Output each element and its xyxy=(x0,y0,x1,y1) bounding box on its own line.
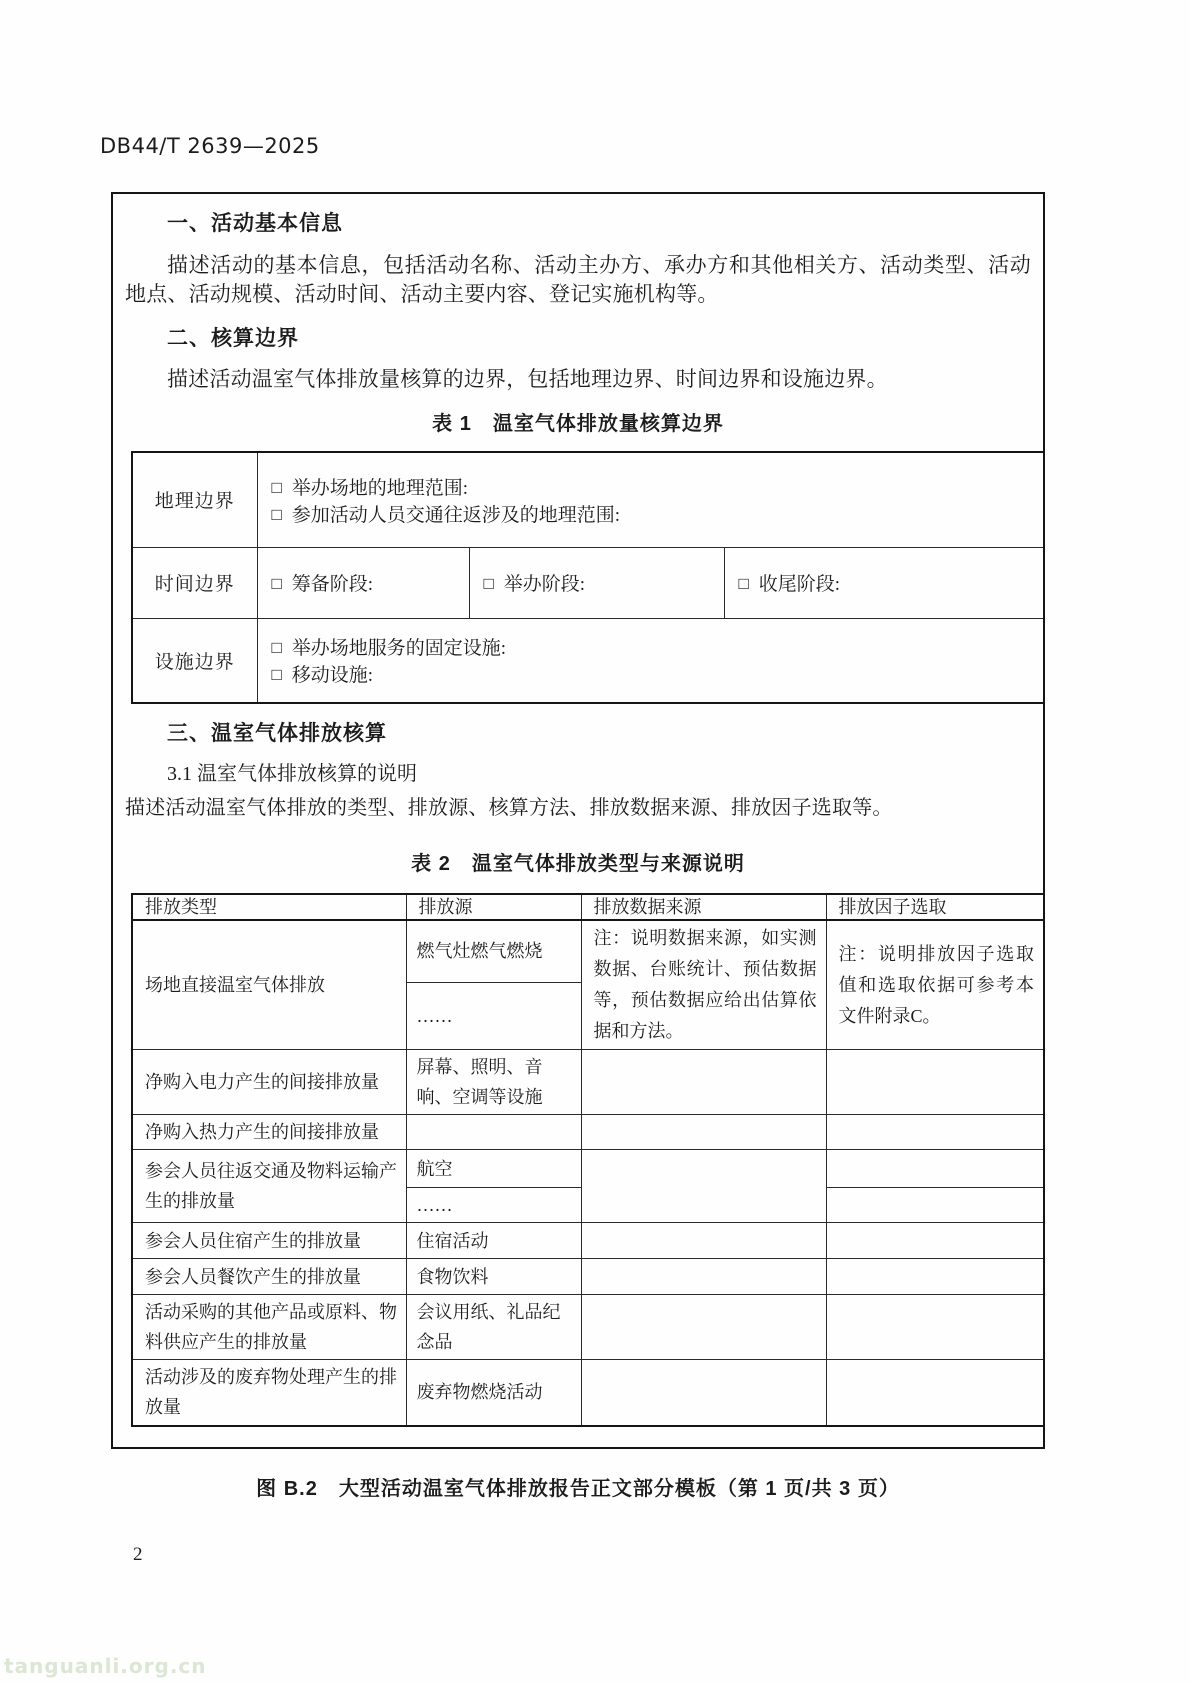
emission-source-cell: 燃气灶燃气燃烧 xyxy=(406,920,581,982)
checkbox-icon: □ xyxy=(271,574,282,593)
boundary-label-facility: 设施边界 xyxy=(132,618,257,703)
template-border-box xyxy=(111,192,1045,1449)
emission-type-cell: 参会人员往返交通及物料运输产生的排放量 xyxy=(132,1150,406,1223)
checkbox-item xyxy=(725,569,1044,596)
checkbox-item-label: 收尾阶段: xyxy=(758,574,841,595)
empty-cell xyxy=(406,1115,581,1150)
checkbox-item xyxy=(272,500,1044,527)
section-3-paragraph: 描述活动温室气体排放的类型、排放源、核算方法、排放数据来源、排放因子选取等。 xyxy=(125,797,893,819)
emission-type-cell: 参会人员餐饮产生的排放量 xyxy=(132,1259,406,1295)
table-row xyxy=(132,547,1044,618)
table-row xyxy=(132,1150,1044,1188)
emission-type-cell: 场地直接温室气体排放 xyxy=(132,920,406,1050)
empty-cell xyxy=(826,1115,1044,1150)
table-2-caption: 表 2 温室气体排放类型与来源说明 xyxy=(411,853,745,875)
empty-cell xyxy=(581,1259,826,1295)
table-row xyxy=(132,1050,1044,1115)
empty-cell xyxy=(581,1115,826,1150)
emission-source-cell: 食物饮料 xyxy=(406,1259,581,1295)
section-3-heading: 三、温室气体排放核算 xyxy=(167,722,387,745)
section-2-paragraph: 描述活动温室气体排放量核算的边界，包括地理边界、时间边界和设施边界。 xyxy=(167,367,888,391)
emission-source-cell: 废弃物燃烧活动 xyxy=(406,1360,581,1426)
empty-cell xyxy=(826,1188,1044,1223)
checkbox-item-label: 筹备阶段: xyxy=(291,574,374,595)
watermark: tanguanli.org.cn xyxy=(4,1654,207,1678)
empty-cell xyxy=(826,1259,1044,1295)
boundary-label-time: 时间边界 xyxy=(132,547,257,618)
doc-number: DB44/T 2639—2025 xyxy=(100,134,320,158)
table-row xyxy=(132,452,1044,547)
checkbox-item-label: 举办场地服务的固定设施: xyxy=(291,638,507,660)
empty-cell xyxy=(826,1050,1044,1115)
table-row xyxy=(132,1115,1044,1150)
emission-type-cell: 活动采购的其他产品或原料、物料供应产生的排放量 xyxy=(132,1295,406,1360)
figure-caption: 图 B.2 大型活动温室气体排放报告正文部分模板（第 1 页/共 3 页） xyxy=(256,1478,900,1500)
section-3-1-subheading: 3.1 温室气体排放核算的说明 xyxy=(167,763,417,785)
checkbox-icon: □ xyxy=(271,638,282,658)
checkbox-icon: □ xyxy=(271,665,282,685)
emission-source-cell: 会议用纸、礼品纪念品 xyxy=(406,1295,581,1360)
emission-type-cell: 净购入热力产生的间接排放量 xyxy=(132,1115,406,1150)
data-source-note-cell: 注：说明数据来源，如实测数据、台账统计、预估数据等，预估数据应给出估算依据和方法。 xyxy=(581,920,826,1050)
accounting-boundary-table xyxy=(131,451,1045,704)
table-row xyxy=(132,1259,1044,1295)
empty-cell xyxy=(826,1295,1044,1360)
emission-type-cell: 净购入电力产生的间接排放量 xyxy=(132,1050,406,1115)
checkbox-item-label: 参加活动人员交通往返涉及的地理范围: xyxy=(291,504,621,526)
checkbox-item xyxy=(470,569,724,596)
header-emission-type: 排放类型 xyxy=(132,894,406,920)
table-header-row xyxy=(132,894,1044,920)
checkbox-item xyxy=(258,569,469,596)
empty-cell xyxy=(826,1150,1044,1188)
empty-cell xyxy=(581,1295,826,1360)
emission-type-cell: 参会人员住宿产生的排放量 xyxy=(132,1223,406,1259)
empty-cell xyxy=(581,1360,826,1426)
header-factor-selection: 排放因子选取 xyxy=(826,894,1044,920)
checkbox-item xyxy=(272,660,1044,687)
page-number: 2 xyxy=(133,1544,143,1565)
checkbox-item xyxy=(272,633,1044,660)
header-emission-source: 排放源 xyxy=(406,894,581,920)
checkbox-icon: □ xyxy=(738,574,749,593)
table-row xyxy=(132,920,1044,982)
empty-cell xyxy=(581,1223,826,1259)
section-2-heading: 二、核算边界 xyxy=(167,327,299,350)
empty-cell xyxy=(826,1223,1044,1259)
checkbox-icon: □ xyxy=(271,477,282,497)
empty-cell xyxy=(581,1150,826,1223)
checkbox-item-label: 举办场地的地理范围: xyxy=(291,477,469,499)
emission-source-cell: 住宿活动 xyxy=(406,1223,581,1259)
emission-source-cell: …… xyxy=(406,982,581,1049)
boundary-label-geo: 地理边界 xyxy=(132,452,257,547)
table-row xyxy=(132,618,1044,703)
table-row xyxy=(132,1360,1044,1426)
checkbox-item-label: 移动设施: xyxy=(291,665,374,687)
empty-cell xyxy=(581,1050,826,1115)
header-data-source: 排放数据来源 xyxy=(581,894,826,920)
emission-source-cell: 航空 xyxy=(406,1150,581,1188)
checkbox-item-label: 举办阶段: xyxy=(503,574,586,595)
checkbox-icon: □ xyxy=(483,574,494,593)
emission-source-cell: …… xyxy=(406,1188,581,1223)
emission-type-cell: 活动涉及的废弃物处理产生的排放量 xyxy=(132,1360,406,1426)
factor-note-cell: 注：说明排放因子选取值和选取依据可参考本文件附录C。 xyxy=(826,920,1044,1050)
table-row xyxy=(132,1223,1044,1259)
empty-cell xyxy=(826,1360,1044,1426)
checkbox-item xyxy=(272,473,1044,500)
checkbox-icon: □ xyxy=(271,504,282,524)
section-1-paragraph: 描述活动的基本信息，包括活动名称、活动主办方、承办方和其他相关方、活动类型、活动地点、活动规模、活动时间、活动主要内容、登记实施机构等。 xyxy=(125,253,1031,306)
table-row xyxy=(132,1295,1044,1360)
emission-type-source-table xyxy=(131,893,1045,1427)
table-1-caption: 表 1 温室气体排放量核算边界 xyxy=(432,413,724,435)
emission-source-cell: 屏幕、照明、音响、空调等设施 xyxy=(406,1050,581,1115)
section-1-heading: 一、活动基本信息 xyxy=(167,212,343,235)
